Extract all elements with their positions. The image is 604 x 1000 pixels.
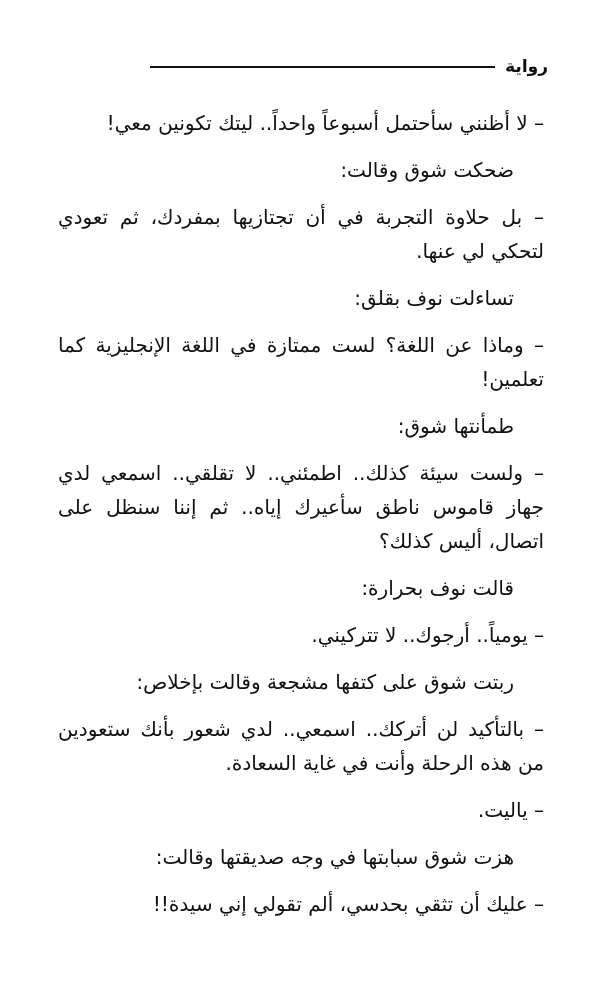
paragraph-narration: ضحكت شوق وقالت: (340, 158, 514, 182)
header-title: رواية (505, 57, 548, 77)
paragraph-dialogue: – ياليت. (477, 798, 544, 822)
paragraph-dialogue: – يومياً.. أرجوك.. لا تتركيني. (311, 623, 544, 647)
paragraph-dialogue: – بالتأكيد لن أتركك.. اسمعي.. لدي شعور بأنك ستعودين من هذه الرحلة وأنت في غاية السعادة. (58, 717, 544, 775)
paragraph-dialogue: – بل حلاوة التجربة في أن تجتازيها بمفردك، ثم تعودي لتحكي لي عنها. (58, 205, 544, 263)
paragraph-narration: ربتت شوق على كتفها مشجعة وقالت بإخلاص: (136, 670, 514, 694)
paragraph-narration: هزت شوق سبابتها في وجه صديقتها وقالت: (155, 845, 514, 869)
paragraph-narration: تساءلت نوف بقلق: (354, 286, 514, 310)
paragraph-dialogue: – وماذا عن اللغة؟ لست ممتازة في اللغة الإنجليزية كما تعلمين! (58, 333, 544, 391)
paragraph-narration: طمأنتها شوق: (397, 414, 514, 438)
running-header (150, 50, 548, 84)
paragraph-dialogue: – لا أظنني سأحتمل أسبوعاً واحداً.. ليتك تكونين معي! (106, 111, 544, 135)
paragraph-dialogue: – عليك أن تثقي بحدسي، ألم تقولي إني سيدة!! (152, 892, 544, 916)
header-rule (150, 66, 495, 68)
paragraph-dialogue: – ولست سيئة كذلك.. اطمئني.. لا تقلقي.. اسمعي لدي جهاز قاموس ناطق سأعيرك إياه.. ثم إننا سنظل على اتصال، أليس كذلك؟ (58, 461, 544, 553)
page-body (58, 106, 544, 921)
paragraph-narration: قالت نوف بحرارة: (361, 576, 514, 600)
